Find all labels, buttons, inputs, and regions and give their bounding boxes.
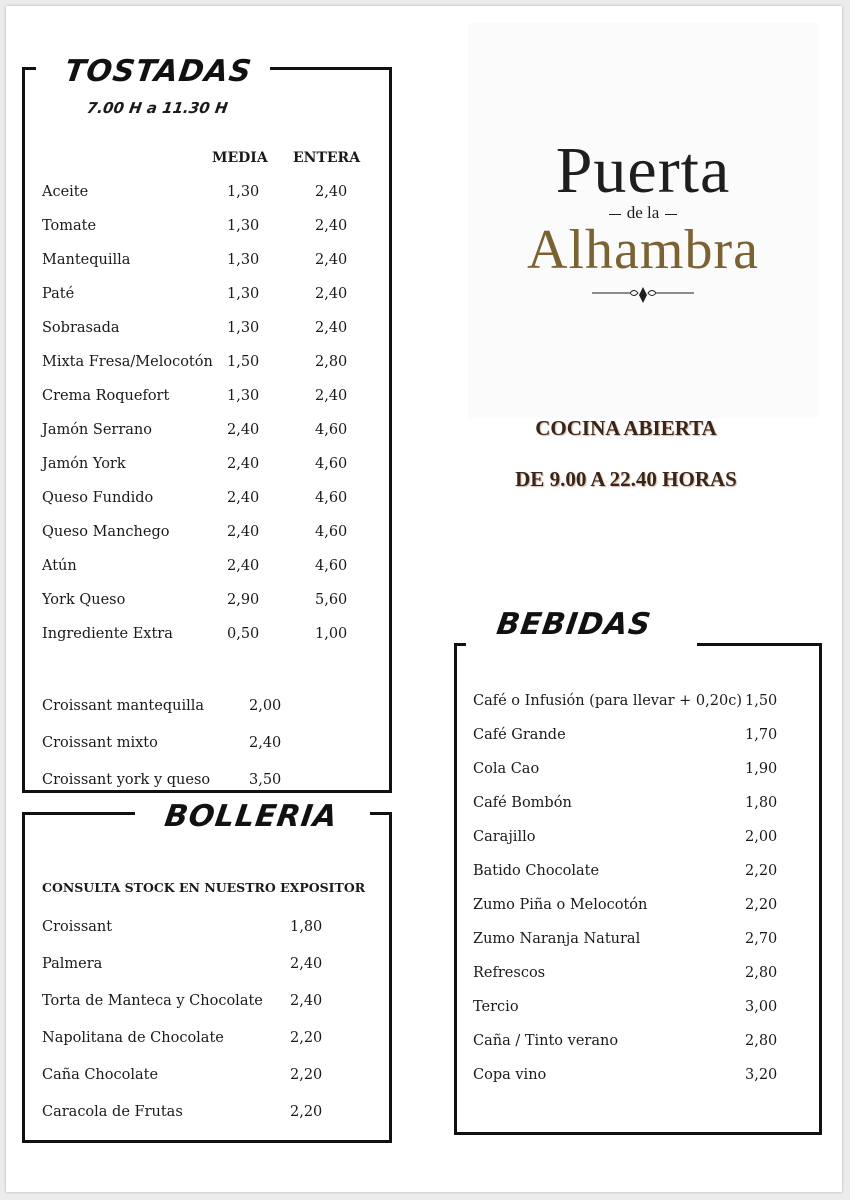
item-name: Batido Chocolate [473,863,600,879]
item-name: Napolitana de Chocolate [42,1030,224,1046]
bebidas-row [457,693,819,713]
item-name: Croissant mantequilla [42,698,205,714]
item-price: 1,80 [745,795,778,811]
entera-price: 2,40 [315,388,348,404]
item-price: 3,20 [745,1067,778,1083]
entera-price: 4,60 [315,524,348,540]
item-name: Café Bombón [473,795,572,811]
entera-price: 2,40 [315,184,348,200]
item-name: Sobrasada [42,320,120,336]
entera-price: 2,80 [315,354,348,370]
media-price: 1,50 [227,354,260,370]
item-name: Croissant [42,919,113,935]
bolleria-row [25,919,389,939]
item-price: 2,00 [745,829,778,845]
bebidas-row [457,863,819,883]
item-name: Mantequilla [42,252,131,268]
bebidas-title: BEBIDAS [494,607,654,642]
entera-column-header: ENTERA [293,150,361,166]
item-name: Zumo Naranja Natural [473,931,641,947]
item-name: Paté [42,286,75,302]
bebidas-row [457,1067,819,1087]
item-name: Caracola de Frutas [42,1104,183,1120]
item-name: Jamón Serrano [42,422,152,438]
media-price: 2,40 [227,490,260,506]
media-price: 2,40 [227,524,260,540]
item-name: Queso Manchego [42,524,170,540]
item-name: Caña Chocolate [42,1067,159,1083]
item-name: Atún [42,558,77,574]
media-price: 1,30 [227,286,260,302]
bolleria-row [25,1104,389,1124]
entera-price: 2,40 [315,320,348,336]
entera-price: 4,60 [315,490,348,506]
item-name: Queso Fundido [42,490,154,506]
bebidas-row [457,829,819,849]
tostadas-row [25,558,389,578]
item-name: Cola Cao [473,761,540,777]
item-price: 1,80 [290,919,323,935]
bolleria-row [25,993,389,1013]
item-price: 2,40 [290,993,323,1009]
entera-price: 2,40 [315,218,348,234]
media-price: 1,30 [227,320,260,336]
item-name: Croissant mixto [42,735,158,751]
media-column-header: MEDIA [212,150,268,166]
item-name: Refrescos [473,965,546,981]
entera-price: 5,60 [315,592,348,608]
bebidas-row [457,999,819,1019]
croissant-row [25,735,389,755]
tostadas-row [25,592,389,612]
item-name: Croissant york y queso [42,772,211,788]
media-price: 1,30 [227,388,260,404]
item-name: Mixta Fresa/Melocotón [42,354,213,370]
item-name: Carajillo [473,829,536,845]
tostadas-row [25,286,389,306]
media-price: 1,30 [227,218,260,234]
kitchen-hours-label: DE 9.00 A 22.40 HORAS [515,467,737,491]
item-price: 1,50 [745,693,778,709]
entera-price: 4,60 [315,422,348,438]
tostadas-hours: 7.00 H a 11.30 H [85,99,229,117]
item-name: Crema Roquefort [42,388,170,404]
media-price: 2,90 [227,592,260,608]
item-name: Aceite [42,184,89,200]
bolleria-row [25,1067,389,1087]
item-price: 2,00 [249,698,282,714]
item-price: 2,20 [745,863,778,879]
kitchen-open-label: COCINA ABIERTA [535,416,717,440]
item-name: Torta de Manteca y Chocolate [42,993,263,1009]
item-name: Zumo Piña o Melocotón [473,897,648,913]
bebidas-row [457,931,819,951]
entera-price: 1,00 [315,626,348,642]
item-name: Jamón York [42,456,126,472]
tostadas-row [25,184,389,204]
bolleria-section [22,799,392,1143]
logo-word-alhambra: Alhambra [527,219,759,281]
entera-price: 4,60 [315,456,348,472]
bebidas-row [457,761,819,781]
tostadas-row [25,422,389,442]
media-price: 1,30 [227,252,260,268]
item-price: 3,50 [249,772,282,788]
bolleria-row [25,1030,389,1050]
bebidas-section [454,607,822,1135]
item-price: 2,70 [745,931,778,947]
item-name: Café o Infusión (para llevar + 0,20c) [473,693,742,709]
media-price: 2,40 [227,558,260,574]
croissant-row [25,698,389,718]
item-price: 2,40 [249,735,282,751]
restaurant-logo [468,23,818,418]
item-price: 3,00 [745,999,778,1015]
bebidas-row [457,1033,819,1053]
item-price: 2,40 [290,956,323,972]
item-name: Palmera [42,956,103,972]
bebidas-row [457,965,819,985]
item-name: Copa vino [473,1067,547,1083]
tostadas-row [25,626,389,646]
tostadas-row [25,320,389,340]
entera-price: 4,60 [315,558,348,574]
item-name: Ingrediente Extra [42,626,173,642]
logo-dela-text: de la [626,203,660,222]
tostadas-row [25,456,389,476]
media-price: 0,50 [227,626,260,642]
tostadas-row [25,388,389,408]
tostadas-header-row [25,150,389,170]
bolleria-title: BOLLERIA [162,799,341,834]
item-price: 2,20 [290,1030,323,1046]
bolleria-row [25,956,389,976]
item-price: 2,80 [745,965,778,981]
item-price: 2,20 [290,1104,323,1120]
item-price: 1,90 [745,761,778,777]
media-price: 1,30 [227,184,260,200]
bebidas-row [457,727,819,747]
item-name: Tercio [473,999,519,1015]
croissant-row [25,772,389,792]
bolleria-stock-note [25,880,389,900]
tostadas-section [22,54,392,793]
media-price: 2,40 [227,456,260,472]
ornament-icon [590,285,696,305]
item-name: Tomate [42,218,97,234]
stock-note-text: CONSULTA STOCK EN NUESTRO EXPOSITOR [42,880,366,895]
item-name: Caña / Tinto verano [473,1033,619,1049]
bebidas-row [457,795,819,815]
tostadas-row [25,524,389,544]
item-name: York Queso [42,592,126,608]
item-price: 2,20 [745,897,778,913]
media-price: 2,40 [227,422,260,438]
tostadas-row [25,218,389,238]
bebidas-row [457,897,819,917]
item-name: Café Grande [473,727,566,743]
entera-price: 2,40 [315,286,348,302]
tostadas-row [25,354,389,374]
menu-page [6,6,842,1192]
tostadas-row [25,490,389,510]
tostadas-title: TOSTADAS [62,54,255,89]
item-price: 1,70 [745,727,778,743]
logo-word-puerta: Puerta [555,134,731,207]
tostadas-row [25,252,389,272]
item-price: 2,80 [745,1033,778,1049]
item-price: 2,20 [290,1067,323,1083]
entera-price: 2,40 [315,252,348,268]
